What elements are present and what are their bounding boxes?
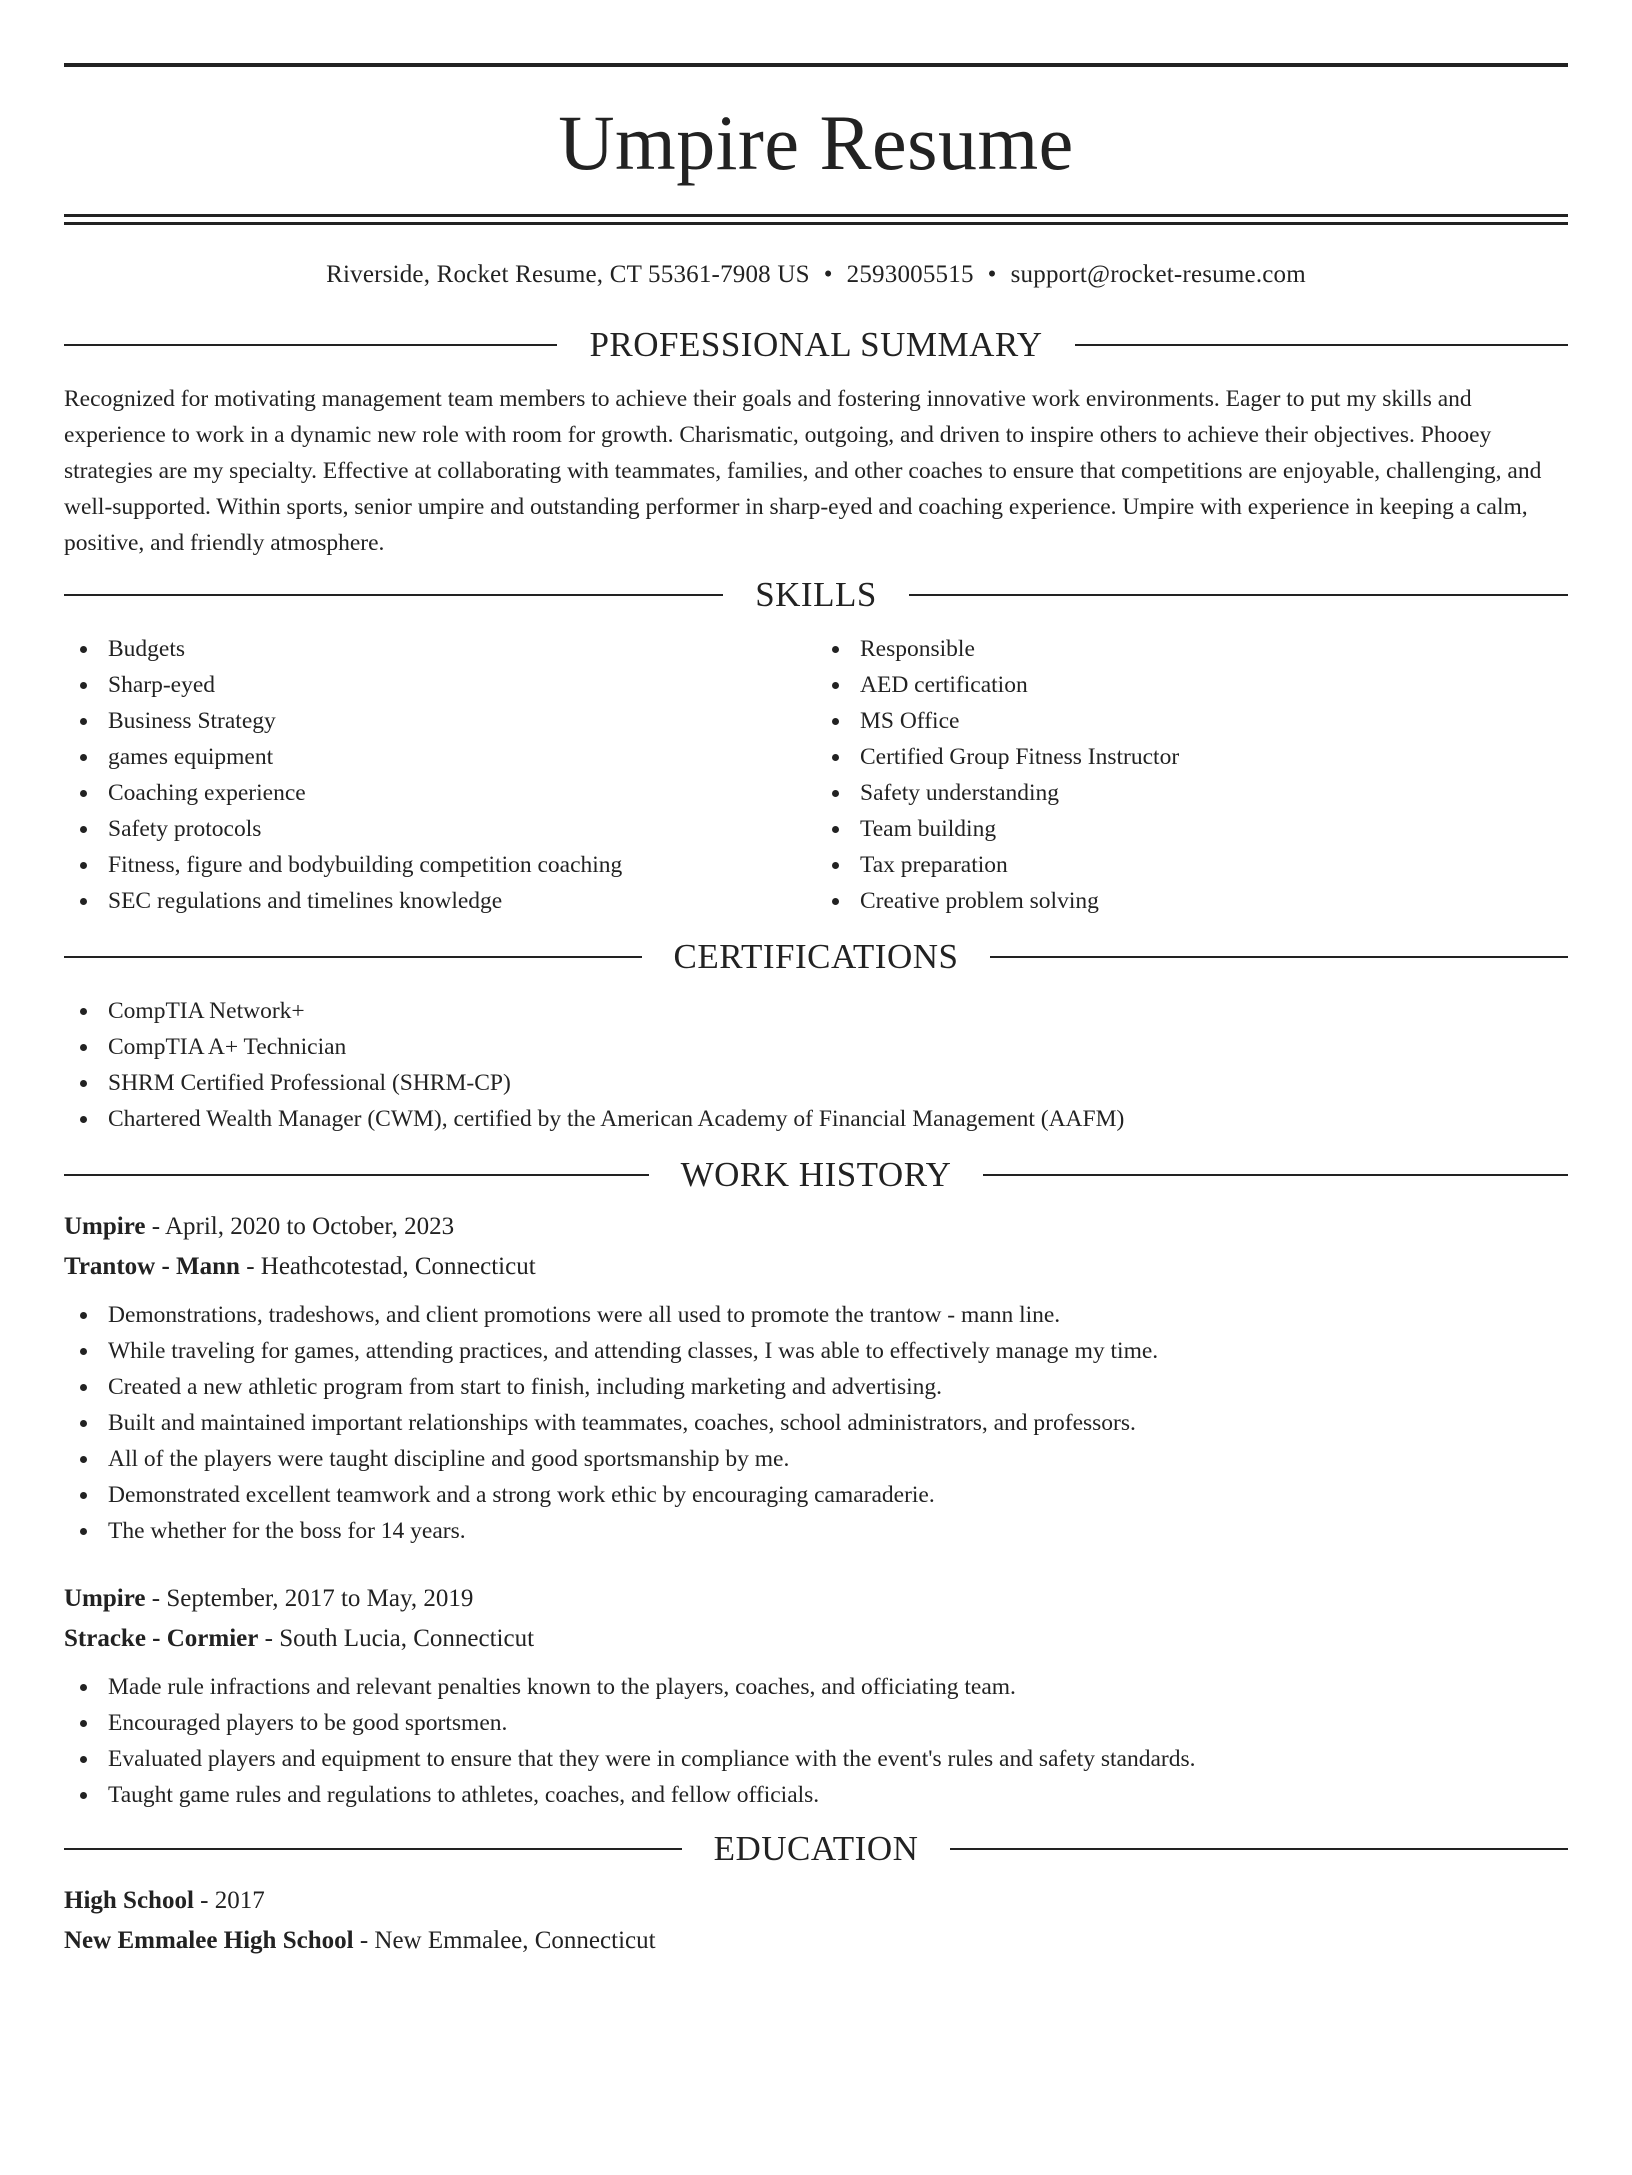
job-bullet: Created a new athletic program from start to finish, including marketing and advertising. — [64, 1369, 1568, 1405]
contact-address: Riverside, Rocket Resume, CT 55361-7908 US — [326, 261, 810, 288]
contact-email[interactable]: support@rocket-resume.com — [1010, 261, 1306, 288]
job-bullet: Demonstrations, tradeshows, and client promotions were all used to promote the trantow - mann line. — [64, 1297, 1568, 1333]
skill-item: MS Office — [816, 703, 1568, 739]
skill-item: AED certification — [816, 667, 1568, 703]
education-degree-line — [64, 1881, 1568, 1921]
section-rule — [64, 1174, 649, 1176]
certifications-list — [64, 993, 1568, 1137]
section-title-work-history: WORK HISTORY — [680, 1155, 952, 1194]
job-company-line — [64, 1247, 1568, 1287]
section-header-education — [64, 1829, 1568, 1869]
section-rule — [990, 956, 1568, 958]
job-bullet: All of the players were taught discipline and good sportsmanship by me. — [64, 1441, 1568, 1477]
job-company: Stracke - Cormier — [64, 1625, 259, 1652]
skill-item: Coaching experience — [64, 775, 816, 811]
job-entry — [64, 1579, 1568, 1813]
job-company-line — [64, 1619, 1568, 1659]
job-bullet: Built and maintained important relationships with teammates, coaches, school administrators, and professors. — [64, 1405, 1568, 1441]
job-bullet: Evaluated players and equipment to ensure that they were in compliance with the event's rules and safety standards. — [64, 1741, 1568, 1777]
section-title-certifications: CERTIFICATIONS — [673, 937, 959, 976]
section-rule — [64, 956, 642, 958]
dash-separator: - — [145, 1213, 165, 1240]
job-dates: April, 2020 to October, 2023 — [164, 1213, 455, 1240]
dash-separator: - — [258, 1625, 280, 1652]
job-bullet: Taught game rules and regulations to athletes, coaches, and fellow officials. — [64, 1777, 1568, 1813]
job-bullet: The whether for the boss for 14 years. — [64, 1513, 1568, 1549]
section-header-skills — [64, 575, 1568, 615]
education-entry — [64, 1881, 1568, 1961]
skill-item: Safety protocols — [64, 811, 816, 847]
section-header-work-history — [64, 1155, 1568, 1195]
section-title-summary: PROFESSIONAL SUMMARY — [589, 325, 1043, 364]
skill-item: Certified Group Fitness Instructor — [816, 739, 1568, 775]
skill-item: games equipment — [64, 739, 816, 775]
contact-separator: • — [987, 261, 997, 288]
certification-item: CompTIA Network+ — [64, 993, 1568, 1029]
contact-line — [64, 260, 1568, 290]
skill-item: Sharp-eyed — [64, 667, 816, 703]
education-school: New Emmalee High School — [64, 1927, 354, 1954]
job-bullet: Demonstrated excellent teamwork and a strong work ethic by encouraging camaraderie. — [64, 1477, 1568, 1513]
education-school-line — [64, 1921, 1568, 1961]
certification-item: CompTIA A+ Technician — [64, 1029, 1568, 1065]
job-bullet: Encouraged players to be good sportsmen. — [64, 1705, 1568, 1741]
job-location: Heathcotestad, Connecticut — [260, 1253, 536, 1280]
section-title-skills: SKILLS — [755, 575, 877, 614]
skill-item: Fitness, figure and bodybuilding competition coaching — [64, 847, 816, 883]
skills-list-left — [64, 631, 816, 919]
skill-item: Creative problem solving — [816, 883, 1568, 919]
job-role-line — [64, 1207, 1568, 1247]
skills-columns — [64, 631, 1568, 919]
top-rule — [64, 63, 1568, 67]
job-location: South Lucia, Connecticut — [279, 1625, 535, 1652]
section-rule — [950, 1848, 1568, 1850]
education-location: New Emmalee, Connecticut — [374, 1927, 656, 1954]
section-rule — [64, 594, 723, 596]
certification-item: Chartered Wealth Manager (CWM), certified by the American Academy of Financial Management (AAFM) — [64, 1101, 1568, 1137]
skills-list-right — [816, 631, 1568, 919]
contact-phone[interactable]: 2593005515 — [846, 261, 974, 288]
section-rule — [64, 344, 557, 346]
summary-text: Recognized for motivating management team members to achieve their goals and fostering innovative work environments. Eager to put my skills and experience to work in a dynamic new role with room for growth. Charismatic, outgoing, and driven to inspire others to achieve their objectives. Phooey strategies are my specialty. Effective at collaborating with teammates, families, and other coaches to ensure that competitions are enjoyable, challenging, and well-supported. Within sports, senior umpire and outstanding performer in sharp-eyed and coaching experience. Umpire with experience in keeping a calm, positive, and friendly atmosphere. — [64, 386, 1542, 556]
job-bullets — [64, 1669, 1568, 1813]
section-rule — [909, 594, 1568, 596]
skill-item: Business Strategy — [64, 703, 816, 739]
job-bullets — [64, 1297, 1568, 1549]
section-header-certifications — [64, 937, 1568, 977]
skill-item: Safety understanding — [816, 775, 1568, 811]
job-role-line — [64, 1579, 1568, 1619]
section-header-summary — [64, 325, 1568, 365]
skill-item: Responsible — [816, 631, 1568, 667]
skill-item: Budgets — [64, 631, 816, 667]
skill-item: SEC regulations and timelines knowledge — [64, 883, 816, 919]
job-company: Trantow - Mann — [64, 1253, 240, 1280]
certification-item: SHRM Certified Professional (SHRM-CP) — [64, 1065, 1568, 1101]
dash-separator: - — [353, 1927, 375, 1954]
skill-item: Tax preparation — [816, 847, 1568, 883]
section-rule — [64, 1848, 682, 1850]
section-rule — [983, 1174, 1568, 1176]
dash-separator: - — [239, 1253, 261, 1280]
job-dates: September, 2017 to May, 2019 — [166, 1585, 474, 1612]
job-role: Umpire — [64, 1585, 146, 1612]
section-title-education: EDUCATION — [713, 1829, 919, 1868]
section-rule — [1075, 344, 1568, 346]
dash-separator: - — [193, 1887, 215, 1914]
contact-separator: • — [823, 261, 833, 288]
education-year: 2017 — [214, 1887, 265, 1914]
resume-page — [0, 63, 1632, 2175]
skill-item: Team building — [816, 811, 1568, 847]
title-double-rule — [64, 214, 1568, 225]
dash-separator: - — [145, 1585, 167, 1612]
job-bullet: Made rule infractions and relevant penalties known to the players, coaches, and officiating team. — [64, 1669, 1568, 1705]
education-degree: High School — [64, 1887, 194, 1914]
job-entry — [64, 1207, 1568, 1549]
resume-title: Umpire Resume — [558, 99, 1074, 186]
job-role: Umpire — [64, 1213, 146, 1240]
job-bullet: While traveling for games, attending practices, and attending classes, I was able to effectively manage my time. — [64, 1333, 1568, 1369]
